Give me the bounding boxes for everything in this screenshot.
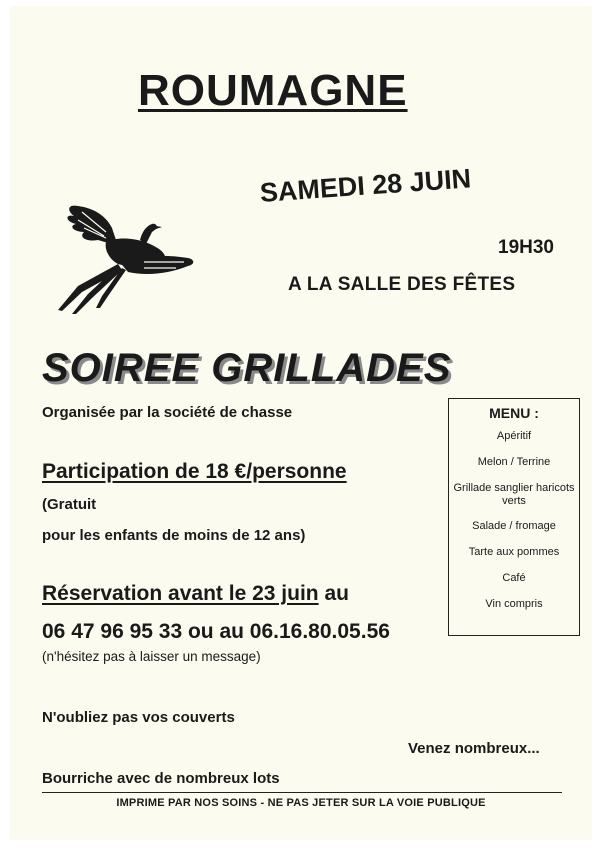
menu-item: Melon / Terrine (477, 456, 551, 468)
event-venue: A LA SALLE DES FÊTES (288, 274, 516, 295)
free-note: (Gratuit (42, 496, 97, 513)
event-headline: SOIREE GRILLADES (42, 346, 452, 390)
cutlery-reminder: N'oubliez pas vos couverts (42, 709, 235, 726)
menu-item: Apéritif (496, 430, 532, 442)
menu-list (449, 430, 579, 611)
footer-note: IMPRIME PAR NOS SOINS - NE PAS JETER SUR LA VOIE PUBLIQUE (116, 797, 486, 809)
organiser-line: Organisée par la société de chasse (42, 404, 293, 421)
menu-title: MENU : (489, 405, 539, 421)
menu-item: Salade / fromage (472, 520, 556, 532)
menu-item: Tarte aux pommes (468, 546, 560, 558)
footer-divider (42, 792, 562, 793)
raffle-line: Bourriche avec de nombreux lots (42, 770, 280, 787)
participation-price: Participation de 18 €/personne (42, 460, 347, 483)
reservation-deadline: Réservation avant le 23 juin (42, 582, 319, 605)
children-note: pour les enfants de moins de 12 ans) (42, 527, 306, 544)
message-hint: (n'hésitez pas à laisser un message) (42, 649, 261, 664)
reservation-line (42, 582, 349, 606)
menu-item: Café (502, 572, 526, 584)
event-date: SAMEDI 28 JUIN (258, 163, 473, 208)
flyer (10, 6, 592, 840)
event-time: 19H30 (498, 237, 554, 258)
menu-item: Grillade sanglier haricots verts (453, 482, 575, 507)
reservation-suffix: au (318, 582, 349, 605)
menu-item: Vin compris (485, 598, 543, 610)
phone-numbers: 06 47 96 95 33 ou au 06.16.80.05.56 (42, 620, 390, 643)
flyer-title: ROUMAGNE (138, 66, 408, 115)
menu-box (448, 398, 580, 636)
come-many: Venez nombreux... (408, 740, 540, 757)
pheasant-icon (48, 198, 198, 318)
